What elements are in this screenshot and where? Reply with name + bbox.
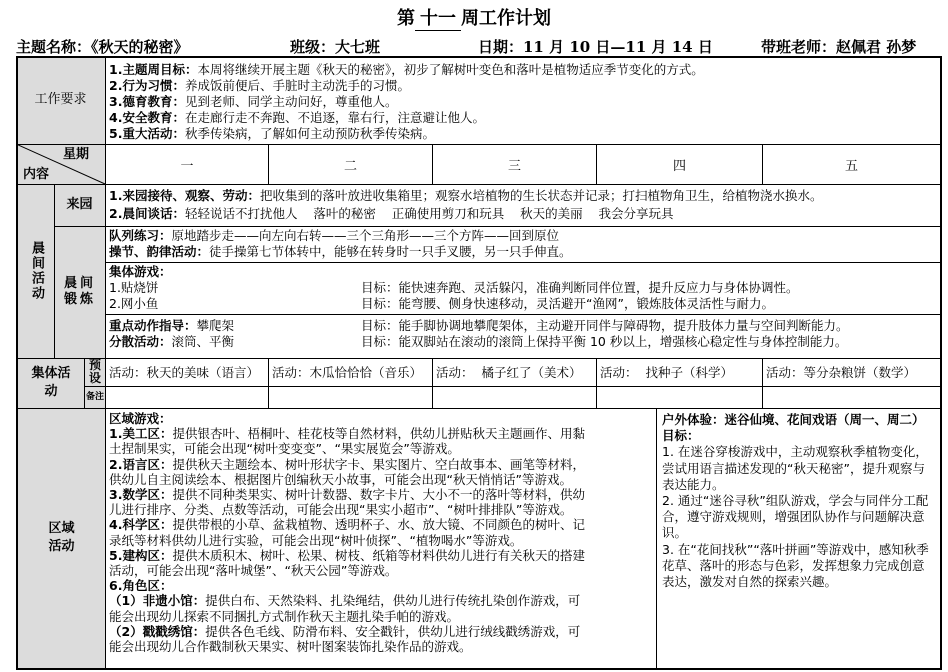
area-line: 活动，可能会出现“落叶城堡”、“秋天公园”等游戏。 [109,563,398,579]
split-line: 分散活动：滚筒、平衡 [109,334,235,349]
activity-thursday: 活动： 找种子（科学） [600,365,733,380]
area-line: 供幼儿自主阅读绘本、根据图片创编秋天小故事，可能会出现“秋天悄悄话”等游戏。 [109,471,572,487]
arrival-label: 来园 [66,197,93,212]
requirement-item: 3.德育教育：见到老师、同学主动问好，尊重他人。 [109,94,398,109]
arrival-line: 1.来园接待、观察、劳动：把收集到的落叶放进收集箱里；观察水培植物的生长状态并记录；打扫植物角卫生，给植物浇水换水。 [109,188,823,203]
date-range: 日期：11 月 10 日—11 月 14 日 [478,38,713,56]
outdoor-goal: 2. 通过“迷谷寻秋”组队游戏，学会与同伴分工配合，遵守游戏规则，增强团队协作与问题解决意识。 [662,493,929,541]
outdoor-goal: 3. 在“花间找秋”“落叶拼画”等游戏中，感知秋季花草、落叶的形态与色彩，发挥想象力完成创意表达，激发对自然的探索兴趣。 [662,541,929,590]
area-line: 4.科学区：提供带根的小草、盆栽植物、透明杯子、水、放大镜、不同颜色的树叶、记 [109,517,585,533]
area-title: 区域游戏： [109,411,172,426]
exercise-label: 晨间锻炼 [63,276,96,307]
area-line: 录纸等材料供幼儿进行实验，可能会出现“树叶侦探”、“植物喝水”等游戏。 [109,532,523,548]
game-goal: 目标：能快速奔跑、灵活躲闪，准确判断同伴位置，提升反应力与身体协调性。 [361,280,799,295]
theme-name: 主题名称：《秋天的秘密》 [16,38,189,56]
day-thursday: 四 [672,158,686,174]
area-games [109,411,654,654]
activity-tuesday: 活动：木瓜恰恰恰（音乐） [272,365,423,380]
game-goal: 目标：能弯腰、侧身快速移动，灵活避开“渔网”，锻炼肢体灵活性与耐力。 [361,296,774,311]
area-line: 能会出现幼儿探索不同捆扎方式制作秋天主题扎染手帕的游戏。 [109,608,460,624]
game-name: 2.网小鱼 [109,296,159,311]
day-friday: 五 [844,158,858,174]
drill-line: 队列练习：原地踏步走——向左向右转——三个三角形——三个方阵——回到原位 [109,228,560,243]
morning-label: 晨间活动 [29,241,44,301]
split-goal: 目标：能双脚站在滚动的滚筒上保持平衡 10 秒以上，增强核心稳定性与身体控制能力。 [361,334,848,349]
plan-table [16,56,942,670]
activity-monday: 活动：秋天的美味（语言） [109,365,260,380]
content-label: 内容 [22,167,49,182]
area-line: 3.数学区：提供不同种类果实、树叶计数器、数字卡片、大小不一的落叶等材料，供幼 [109,487,585,503]
area-line: 儿进行排序、分类、点数等活动，可能会出现“果实小超市”、“树叶排排队”等游戏。 [109,502,573,518]
requirement-item: 4.安全教育：在走廊行走不奔跑、不追逐，靠右行，注意避让他人。 [109,110,485,125]
activity-friday: 活动：等分杂粮饼（数学） [766,365,917,380]
area-line: 土捏制果实，可能会出现“树叶变变变”、“果实展览会”等游戏。 [109,441,460,457]
requirement-item: 1.主题周目标：本周将继续开展主题《秋天的秘密》，初步了解树叶变色和落叶是植物适应季节变化的方式。 [109,62,704,77]
area-line: 2.语言区：提供秋天主题绘本、树叶形状字卡、果实图片、空白故事本、画笔等材料， [109,456,585,472]
day-wednesday: 三 [507,158,521,174]
requirements-label: 工作要求 [34,92,87,107]
plan-label: 预设 [88,358,101,385]
day-tuesday: 二 [343,158,357,174]
outdoor-panel [662,412,936,590]
class-name: 班级：大七班 [290,38,381,56]
week-number: 十一 [415,4,461,31]
area-line: 能会出现幼儿合作戳制秋天果实、树叶图案装饰扎染作品的游戏。 [109,639,472,655]
area-line: 6.角色区： [109,578,173,594]
requirement-item: 5.重大活动：秋季传染病，了解如何主动预防秋季传染病。 [109,126,435,141]
area-line: （2）戳戳绣馆：提供各色毛线、防滑布料、安全戳针，供幼儿进行绒线戳绣游戏，可 [109,623,581,639]
day-monday: 一 [180,158,194,174]
area-line: 1.美工区：提供银杏叶、梧桐叶、桂花枝等自然材料，供幼儿拼贴秋天主题画作、用黏 [109,426,585,442]
teachers: 带班老师：赵佩君 孙梦 [761,38,917,56]
area-line: 5.建构区：提供木质积木、树叶、松果、树枝、纸箱等材料供幼儿进行有关秋天的搭建 [109,547,585,563]
group-games-title: 集体游戏： [109,264,172,279]
activity-wednesday: 活动： 橘子红了（美术） [436,365,582,380]
outdoor-goal: 1. 在迷谷穿梭游戏中，主动观察秋季植物变化，尝试用语言描述发现的“秋天秘密”，提升观察与表达能力。 [662,444,928,492]
focus-line: 重点动作指导：攀爬架 [109,318,235,333]
focus-goal: 目标：能手脚协调地攀爬架体，主动避开同伴与障碍物，提升肢体力量与空间判断能力。 [361,318,849,333]
page-title: 第 十一 周工作计划 [0,4,948,31]
outdoor-goal-label: 目标： [662,428,700,444]
dance-line: 操节、韵律活动：徒手操第七节体转中，能够在转身时一只手叉腰，另一只手伸直。 [109,244,572,259]
talk-line: 2.晨间谈话：轻轻说话不打扰他人 落叶的秘密 正确使用剪刀和玩具 秋天的美丽 我会分享玩具 [109,206,674,221]
note-label: 备注 [85,392,104,402]
requirement-item: 2.行为习惯：养成饭前便后、手脏时主动洗手的习惯。 [109,78,410,93]
game-name: 1.贴烧饼 [109,280,159,295]
area-line: （1）非遗小馆：提供白布、天然染料、扎染绳结，供幼儿进行传统扎染创作游戏，可 [109,593,581,609]
area-label: 区域活动 [48,521,75,554]
group-label: 集体活动 [31,366,71,399]
week-label: 星期 [62,147,89,162]
outdoor-title: 户外体验：迷谷仙境、花间戏语（周一、周二） [662,412,925,427]
